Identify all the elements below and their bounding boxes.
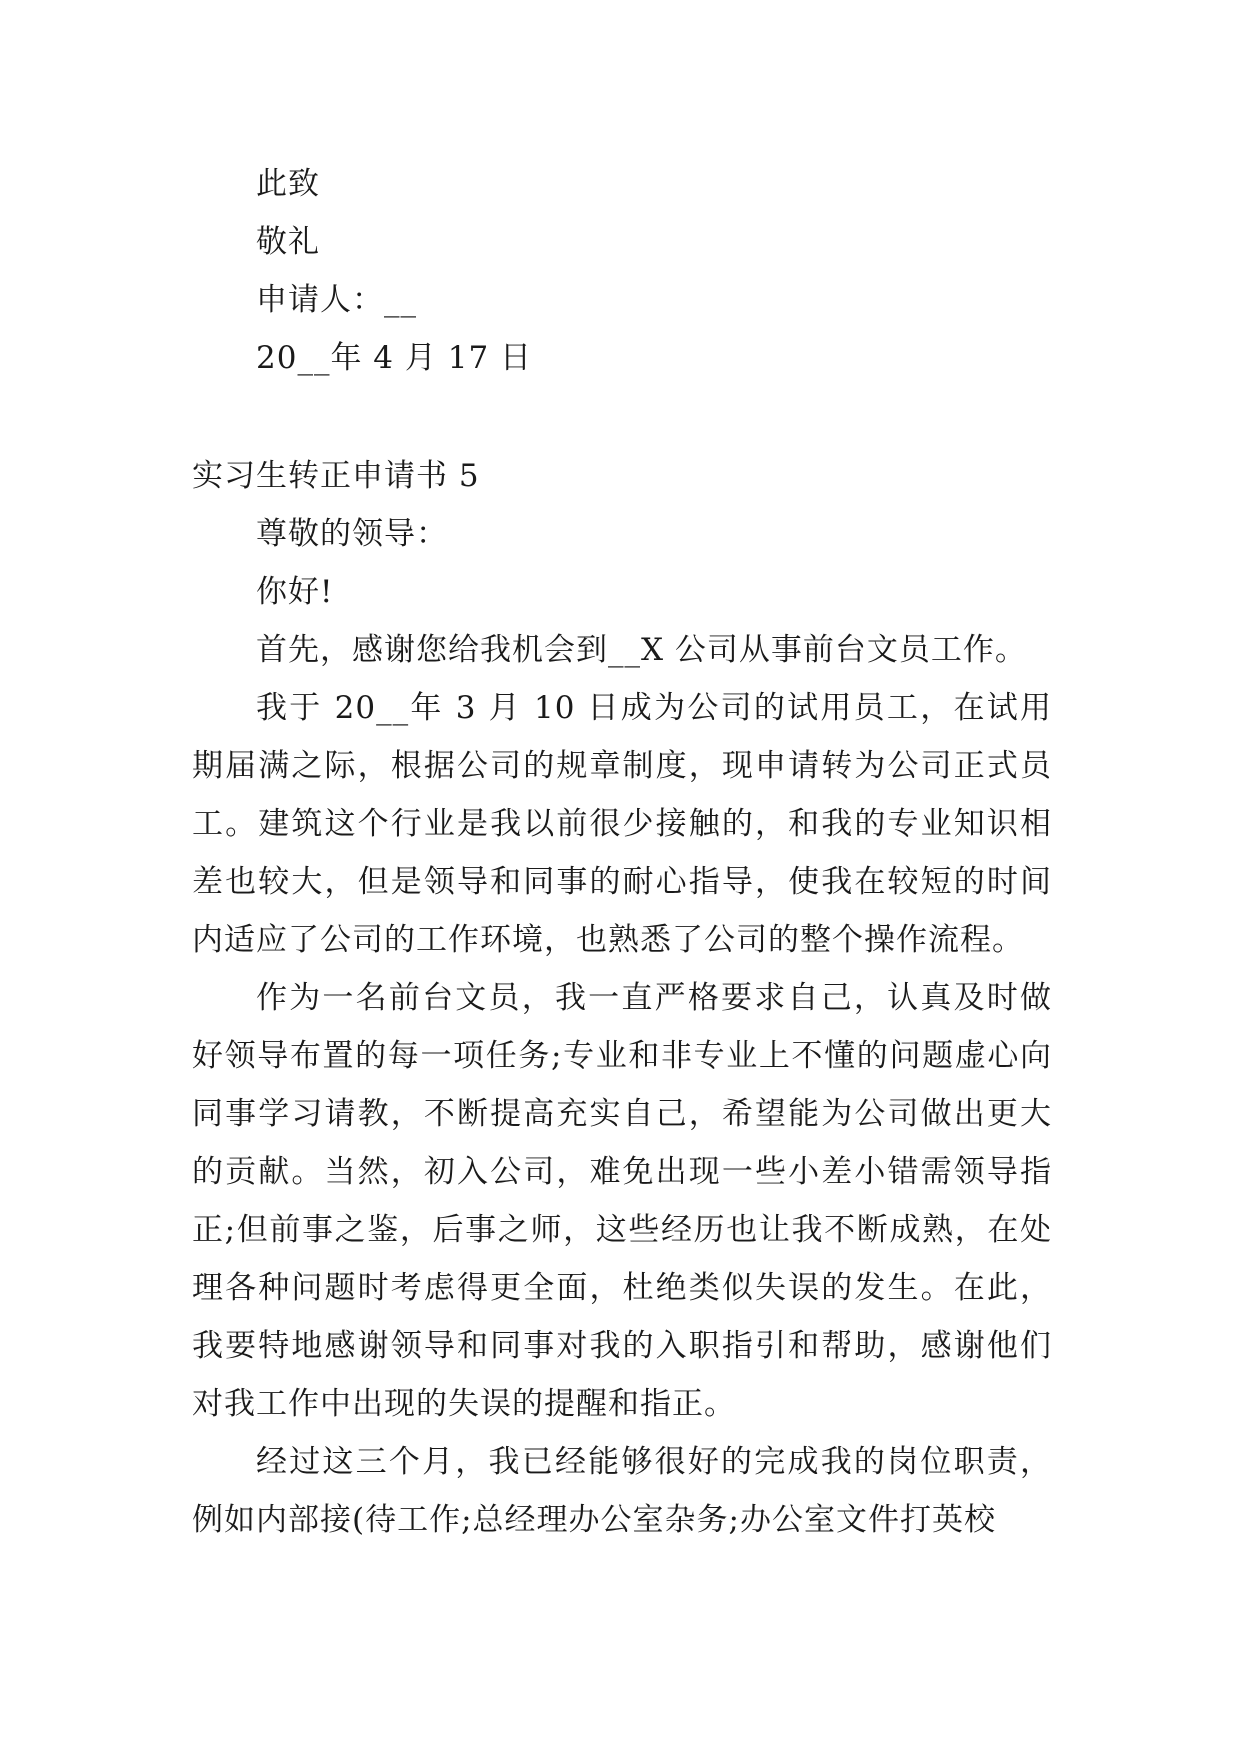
section-heading: 实习生转正申请书 5 xyxy=(192,458,480,494)
letter-salutation: 尊敬的领导： xyxy=(256,516,448,552)
letter-paragraph-probation: 我于 20__年 3 月 10 日成为公司的试用员工，在试用期届满之际，根据公司的规章制度，现申请转为公司正式员工。建筑这个行业是我以前很少接触的，和我的专业知识相差也较大，但是领导和同事的耐心指导，使我在较短的时间内适应了公司的工作环境，也熟悉了公司的整个操作流程。 xyxy=(192,690,1052,958)
letter-paragraph-responsibilities: 经过这三个月，我已经能够很好的完成我的岗位职责，例如内部接(待工作;总经理办公室杂务;办公室文件打英校 xyxy=(192,1444,1052,1538)
closing-line-regards: 此致 xyxy=(256,166,320,202)
letter-greeting: 你好! xyxy=(256,574,334,610)
closing-line-salute: 敬礼 xyxy=(256,224,320,260)
closing-line-applicant: 申请人：__ xyxy=(256,282,417,318)
letter-paragraph-thanks: 首先，感谢您给我机会到__X 公司从事前台文员工作。 xyxy=(256,632,1027,668)
closing-line-date: 20__年 4 月 17 日 xyxy=(256,340,533,376)
letter-body xyxy=(192,505,1052,1549)
letter-closing xyxy=(192,155,1052,387)
letter-paragraph-duties: 作为一名前台文员，我一直严格要求自己，认真及时做好领导布置的每一项任务;专业和非专业上不懂的问题虚心向同事学习请教，不断提高充实自己，希望能为公司做出更大的贡献。当然，初入公司，难免出现一些小差小错需领导指正;但前事之鉴，后事之师，这些经历也让我不断成熟，在处理各种问题时考虑得更全面，杜绝类似失误的发生。在此，我要特地感谢领导和同事对我的入职指引和帮助，感谢他们对我工作中出现的失误的提醒和指正。 xyxy=(192,980,1052,1422)
